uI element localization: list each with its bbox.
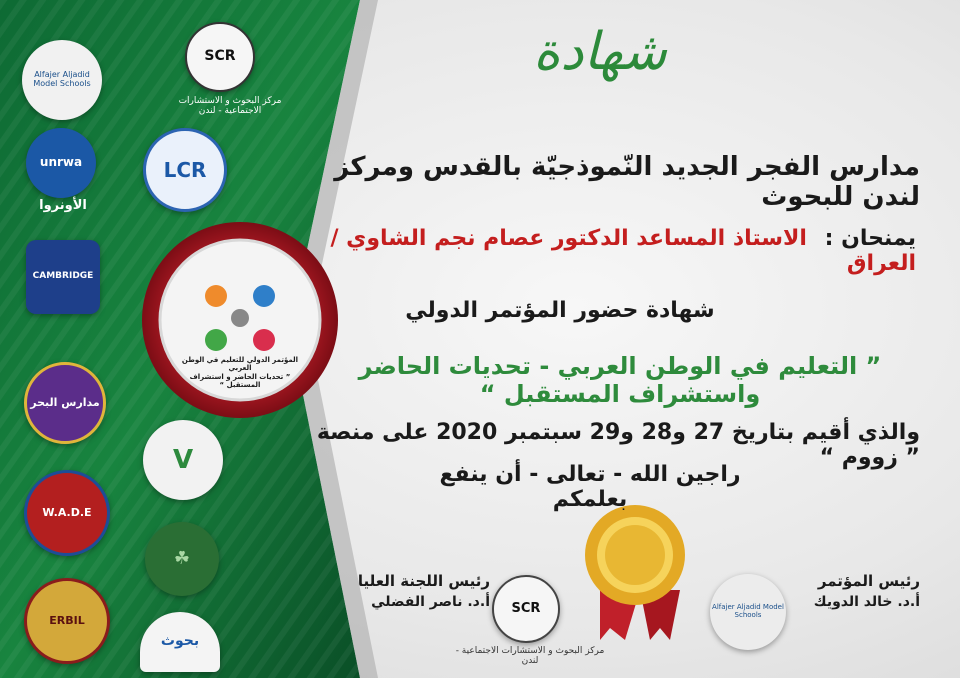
grant-row bbox=[300, 226, 916, 276]
signature-left-name: أ.د. ناصر الفضلي bbox=[371, 594, 490, 610]
seal-caption-line1: المؤتمر الدولي للتعليم في الوطن العربي bbox=[181, 356, 299, 373]
issuer-headline: مدارس الفجر الجديد النّموذجيّة بالقدس ومركز لندن للبحوث bbox=[334, 152, 920, 212]
signature-right-role: رئيس المؤتمر bbox=[817, 572, 920, 590]
seal-figure-blue bbox=[253, 285, 275, 307]
fajr-schools-logo-bottom: Alfajer Aljadid Model Schools bbox=[710, 574, 786, 650]
recipient-name: الاستاذ المساعد الدكتور عصام نجم الشاوي / العراق bbox=[330, 226, 916, 276]
signature-right bbox=[770, 572, 920, 610]
grant-label: يمنحان : bbox=[824, 226, 916, 251]
unrwa-arabic-label: الأونروا bbox=[39, 198, 87, 213]
profile-tree-logo: ☘ bbox=[145, 522, 219, 596]
seal-figure-orange bbox=[205, 285, 227, 307]
erbil-university-logo: ERBIL bbox=[24, 578, 110, 664]
bohooth-journal-logo: بحوث bbox=[140, 612, 220, 672]
seal-figure-red bbox=[253, 329, 275, 351]
conference-title: ” التعليم في الوطن العربي - تحديات الحاضر واستشراف المستقبل “ bbox=[358, 352, 882, 408]
lcr-sharjah-logo: LCR bbox=[143, 128, 227, 212]
cambridge-consulting-logo: CAMBRIDGE bbox=[26, 240, 100, 314]
seal-caption-line2: ” تحديات الحاضر و استشراف المستقبل “ bbox=[189, 372, 291, 390]
signature-left bbox=[330, 572, 490, 610]
wade-logo: W.A.D.E bbox=[24, 470, 110, 556]
trainers-association-logo: V bbox=[143, 420, 223, 500]
signature-left-role: رئيس اللجنة العليا bbox=[357, 572, 490, 590]
seal-figure-green bbox=[205, 329, 227, 351]
fajr-schools-logo-top: Alfajer Aljadid Model Schools bbox=[22, 40, 102, 120]
unrwa-logo: unrwa bbox=[26, 128, 96, 198]
certificate-title: شهادة bbox=[533, 22, 667, 82]
certificate-type: شهادة حضور المؤتمر الدولي bbox=[405, 298, 715, 323]
bahr-schools-logo: مدارس البحر bbox=[24, 362, 106, 444]
seal-caption bbox=[180, 356, 300, 390]
seal-globe bbox=[231, 309, 249, 327]
signature-right-name: أ.د. خالد الدويك bbox=[813, 594, 920, 610]
scr-logo-top: SCR bbox=[185, 22, 255, 92]
held-date-line: والذي أقيم بتاريخ 27 و28 و29 سبتمبر 2020 على منصة ” زووم “ bbox=[316, 420, 920, 470]
scr-logo-bottom: SCR bbox=[492, 575, 560, 643]
gold-medal-icon bbox=[585, 505, 685, 640]
scr-top-caption: مركز البحوث و الاستشارات الاجتماعية - لندن bbox=[178, 96, 282, 116]
closing-wish: راجين الله - تعالى - أن ينفع بعلمكم bbox=[439, 462, 741, 512]
scr-bottom-caption: مركز البحوث و الاستشارات الاجتماعية - لندن bbox=[455, 646, 605, 666]
